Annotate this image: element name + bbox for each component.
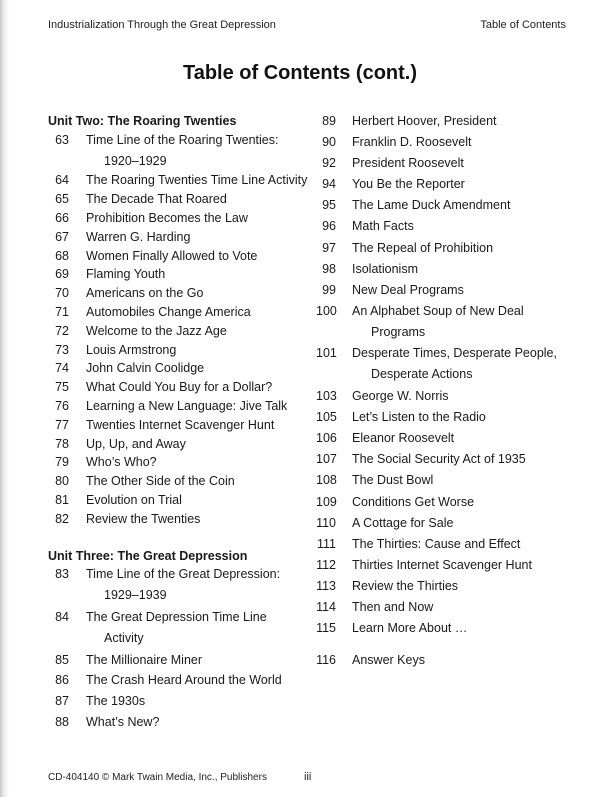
toc-entry	[48, 435, 318, 454]
toc-page-number: 90	[322, 135, 336, 150]
toc-page-number: 110	[316, 515, 336, 530]
toc-entry	[48, 265, 318, 284]
toc-page-number: 105	[316, 410, 337, 425]
toc-page-number: 113	[316, 578, 336, 593]
toc-entry-title-line: Who’s Who?	[86, 455, 157, 470]
toc-entry-title-line: Thirties Internet Scavenger Hunt	[352, 557, 532, 572]
toc-page-number: 63	[55, 132, 69, 147]
toc-entry-title	[86, 435, 318, 454]
toc-page-number: 71	[55, 304, 69, 319]
toc-entry-title-line: Review the Thirties	[352, 578, 459, 593]
toc-page-number: 112	[316, 557, 336, 572]
toc-entry	[316, 408, 582, 427]
toc-entry-title	[352, 471, 582, 490]
toc-page-number: 88	[55, 714, 69, 729]
toc-entry-title-line: Flaming Youth	[86, 267, 166, 282]
toc-entry-title-line: Prohibition Becomes the Law	[86, 210, 248, 225]
toc-page-number: 73	[55, 342, 69, 357]
toc-entry	[316, 535, 582, 554]
toc-entry-title-line: Louis Armstrong	[86, 342, 177, 357]
toc-entry	[48, 608, 318, 648]
toc-entry-title-line: The Other Side of the Coin	[86, 474, 235, 489]
toc-entry-title-line: Herbert Hoover, President	[352, 114, 497, 128]
toc-entry-title	[86, 171, 318, 190]
toc-page-number: 96	[322, 219, 336, 234]
toc-entry-title-line: The Dust Bowl	[352, 473, 434, 488]
toc-page-number: 81	[55, 492, 69, 507]
toc-entry	[316, 154, 582, 173]
toc-entry	[316, 598, 582, 617]
toc-page-number: 65	[55, 192, 69, 207]
toc-entry-title	[352, 598, 582, 617]
toc-entry-title-line: The Great Depression Time Line	[86, 609, 267, 624]
toc-entry-title	[86, 416, 318, 435]
toc-right-column	[316, 112, 582, 672]
toc-entry-title-line: Math Facts	[352, 219, 414, 234]
toc-page-number: 111	[316, 536, 336, 551]
toc-entry	[316, 281, 582, 300]
toc-entry-title-line: Time Line of the Great Depression:	[86, 567, 281, 582]
toc-entry-title	[86, 651, 318, 670]
toc-entry-title	[352, 429, 582, 448]
toc-entry-title-line: Eleanor Roosevelt	[352, 431, 455, 446]
toc-entry-title	[86, 453, 318, 472]
running-header-book-title: Industrialization Through the Great Depression	[48, 19, 276, 31]
toc-page-number: 76	[55, 398, 69, 413]
toc-entry-title-line: Let’s Listen to the Radio	[352, 410, 486, 425]
toc-entry-title-line: Automobiles Change America	[86, 304, 251, 319]
toc-entry	[48, 171, 318, 190]
toc-entry-title	[352, 175, 582, 194]
toc-entry	[316, 450, 582, 469]
unit-heading: Unit Two: The Roaring Twenties	[48, 114, 237, 128]
toc-entry-title-line: What’s New?	[86, 714, 160, 729]
toc-entry-title	[86, 692, 318, 711]
toc-entry	[48, 565, 318, 605]
toc-entry-title-line: The 1930s	[86, 694, 146, 709]
toc-page-number: 89	[322, 114, 336, 128]
toc-page-number: 99	[322, 282, 336, 297]
toc-page-number: 115	[316, 621, 336, 636]
toc-entry-title	[352, 535, 582, 554]
toc-entry-title	[352, 196, 582, 215]
toc-entry-title	[352, 493, 582, 512]
toc-entry-title	[86, 190, 318, 209]
toc-entry-title	[352, 154, 582, 173]
toc-entry-title-line: Women Finally Allowed to Vote	[86, 248, 258, 263]
toc-entry-title-line: The Millionaire Miner	[86, 652, 203, 667]
toc-entry	[316, 471, 582, 490]
toc-entry-title-line: The Decade That Roared	[86, 192, 227, 207]
toc-entry-title-line: Desperate Times, Desperate People,	[352, 346, 557, 361]
toc-entry	[48, 491, 318, 510]
toc-entry-title-line: Isolationism	[352, 261, 418, 276]
toc-entry-title-line: Americans on the Go	[86, 286, 204, 301]
toc-entry	[316, 514, 582, 533]
footer-copyright: CD-404140 © Mark Twain Media, Inc., Publishers	[48, 772, 267, 783]
toc-entry-title	[352, 112, 582, 131]
toc-entry-title	[352, 281, 582, 300]
toc-entry	[48, 209, 318, 228]
toc-entry-title-continued: Desperate Actions	[371, 367, 473, 382]
toc-page-number: 109	[316, 494, 337, 509]
toc-entry-title-line: What Could You Buy for a Dollar?	[86, 380, 273, 395]
toc-page-number: 77	[55, 417, 69, 432]
toc-entry-title	[352, 514, 582, 533]
toc-entry	[48, 322, 318, 341]
toc-entry-title	[352, 302, 582, 342]
toc-entry-title	[352, 387, 582, 406]
toc-entry-title-continued: 1929–1939	[104, 588, 167, 603]
toc-entry-title	[86, 284, 318, 303]
toc-page-number: 94	[322, 177, 336, 192]
toc-page-number: 79	[55, 455, 69, 470]
footer-page-number: iii	[304, 771, 312, 783]
toc-page-number: 106	[316, 431, 337, 446]
toc-page-number: 67	[55, 229, 69, 244]
toc-page-number: 82	[55, 511, 69, 526]
toc-entry-title-line: Franklin D. Roosevelt	[352, 135, 472, 150]
toc-entry	[48, 472, 318, 491]
toc-entry-title	[86, 303, 318, 322]
toc-entry	[48, 359, 318, 378]
toc-entry	[316, 556, 582, 575]
toc-entry	[316, 196, 582, 215]
toc-entry-title-line: The Crash Heard Around the World	[86, 673, 282, 688]
toc-entry	[316, 387, 582, 406]
toc-entry-title	[352, 344, 582, 384]
toc-page-number: 100	[316, 303, 337, 318]
toc-entry-title	[86, 131, 318, 171]
toc-page-number: 101	[316, 346, 337, 361]
toc-entry	[48, 378, 318, 397]
toc-page-number: 75	[55, 380, 69, 395]
toc-entry-title-line: George W. Norris	[352, 389, 449, 404]
toc-page-number: 114	[316, 599, 336, 614]
toc-entry-title-line: The Repeal of Prohibition	[352, 240, 494, 255]
toc-entry-title-line: Learning a New Language: Jive Talk	[86, 398, 288, 413]
toc-page-number: 86	[55, 673, 69, 688]
toc-page-number: 68	[55, 248, 69, 263]
toc-entry-title-line: Warren G. Harding	[86, 229, 191, 244]
toc-entry-title-line: A Cottage for Sale	[352, 515, 454, 530]
toc-entry	[48, 341, 318, 360]
toc-entry-title	[86, 341, 318, 360]
toc-entry-title	[352, 577, 582, 596]
toc-entry	[48, 190, 318, 209]
page-edge-shadow	[0, 0, 9, 797]
toc-entry-title	[86, 671, 318, 690]
toc-entry	[48, 453, 318, 472]
toc-entry-title-line: Learn More About …	[352, 621, 468, 636]
toc-entry-title-line: John Calvin Coolidge	[86, 361, 205, 376]
toc-entry-title-line: Up, Up, and Away	[86, 436, 186, 451]
toc-entry-title	[86, 247, 318, 266]
toc-entry-title-line: Time Line of the Roaring Twenties:	[86, 132, 279, 147]
toc-entry	[48, 284, 318, 303]
toc-entry-title	[86, 378, 318, 397]
toc-entry-title	[86, 608, 318, 648]
toc-entry	[316, 112, 582, 131]
toc-entry	[48, 416, 318, 435]
toc-page-number: 92	[322, 156, 336, 171]
toc-page-number: 78	[55, 436, 69, 451]
toc-entry-title-line: The Thirties: Cause and Effect	[352, 536, 521, 551]
toc-entry-title	[86, 397, 318, 416]
unit-heading: Unit Three: The Great Depression	[48, 548, 248, 563]
toc-entry-title	[352, 619, 582, 638]
toc-entry-title	[86, 491, 318, 510]
toc-entry	[316, 302, 582, 342]
toc-page-number: 98	[322, 261, 336, 276]
toc-entry	[316, 619, 582, 638]
toc-entry-title	[86, 565, 318, 605]
toc-entry-title	[352, 651, 582, 670]
toc-page-number: 83	[55, 567, 69, 582]
toc-entry-title	[352, 239, 582, 258]
page-title: Table of Contents (cont.)	[182, 62, 418, 84]
toc-entry-title-line: New Deal Programs	[352, 282, 464, 297]
toc-entry-title	[86, 209, 318, 228]
toc-page-number: 64	[55, 173, 69, 188]
toc-page-number: 80	[55, 474, 69, 489]
toc-entry-title	[352, 217, 582, 236]
toc-entry	[316, 260, 582, 279]
toc-entry	[316, 217, 582, 236]
toc-entry	[48, 692, 318, 711]
toc-entry-title	[86, 472, 318, 491]
toc-entry	[48, 713, 318, 732]
toc-entry-title-line: Then and Now	[352, 599, 434, 614]
toc-page-number: 116	[316, 652, 336, 667]
toc-entry-title-line: You Be the Reporter	[352, 177, 465, 192]
toc-entry-title	[352, 133, 582, 152]
toc-entry-title-line: The Social Security Act of 1935	[352, 452, 526, 467]
toc-page-number: 70	[55, 286, 69, 301]
toc-page-number: 97	[322, 240, 336, 255]
toc-entry	[316, 577, 582, 596]
toc-entry-title-continued: 1920–1929	[104, 153, 167, 168]
toc-entry	[316, 133, 582, 152]
toc-entry-title-line: Review the Twenties	[86, 511, 201, 526]
toc-entry-title	[352, 408, 582, 427]
toc-entry-title-line: Answer Keys	[352, 652, 425, 667]
toc-entry	[316, 344, 582, 384]
toc-entry-title-line: The Roaring Twenties Time Line Activity	[86, 173, 308, 188]
toc-entry	[316, 239, 582, 258]
toc-entry-title-line: The Lame Duck Amendment	[352, 198, 511, 213]
toc-entry-title-line: An Alphabet Soup of New Deal	[352, 303, 524, 318]
toc-entry-title-line: President Roosevelt	[352, 156, 464, 171]
toc-entry	[48, 510, 318, 529]
toc-entry-title	[86, 228, 318, 247]
running-header-section: Table of Contents	[480, 19, 566, 31]
toc-entry-title	[352, 260, 582, 279]
toc-entry-title	[86, 322, 318, 341]
toc-page-number: 69	[55, 267, 69, 282]
toc-entry	[48, 131, 318, 171]
toc-entry-title-line: Conditions Get Worse	[352, 494, 475, 509]
toc-entry-title-line: Welcome to the Jazz Age	[86, 323, 227, 338]
toc-entry	[48, 303, 318, 322]
toc-entry	[316, 651, 582, 670]
toc-entry-title-line: Evolution on Trial	[86, 492, 182, 507]
toc-entry-title-continued: Activity	[104, 630, 144, 645]
toc-entry	[48, 397, 318, 416]
toc-page-number: 72	[55, 323, 69, 338]
toc-page-number: 74	[55, 361, 69, 376]
toc-page-number: 87	[55, 694, 69, 709]
toc-entry	[48, 247, 318, 266]
toc-entry-title	[352, 556, 582, 575]
toc-entry-title	[86, 265, 318, 284]
toc-page-number: 95	[322, 198, 336, 213]
toc-page-number: 103	[316, 389, 337, 404]
toc-entry-title-continued: Programs	[371, 324, 426, 339]
toc-entry-title	[86, 713, 318, 732]
toc-entry-title	[352, 450, 582, 469]
toc-page-number: 84	[55, 609, 69, 624]
toc-page-number: 85	[55, 652, 69, 667]
toc-entry-title	[86, 510, 318, 529]
toc-entry	[316, 429, 582, 448]
toc-entry	[316, 175, 582, 194]
toc-page-number: 66	[55, 210, 69, 225]
toc-entry	[48, 228, 318, 247]
toc-page-number: 108	[316, 473, 337, 488]
toc-entry	[316, 493, 582, 512]
toc-left-column	[48, 112, 318, 734]
toc-page-number: 107	[316, 452, 337, 467]
toc-entry-title	[86, 359, 318, 378]
toc-entry	[48, 671, 318, 690]
toc-entry	[48, 651, 318, 670]
toc-entry-title-line: Twenties Internet Scavenger Hunt	[86, 417, 275, 432]
